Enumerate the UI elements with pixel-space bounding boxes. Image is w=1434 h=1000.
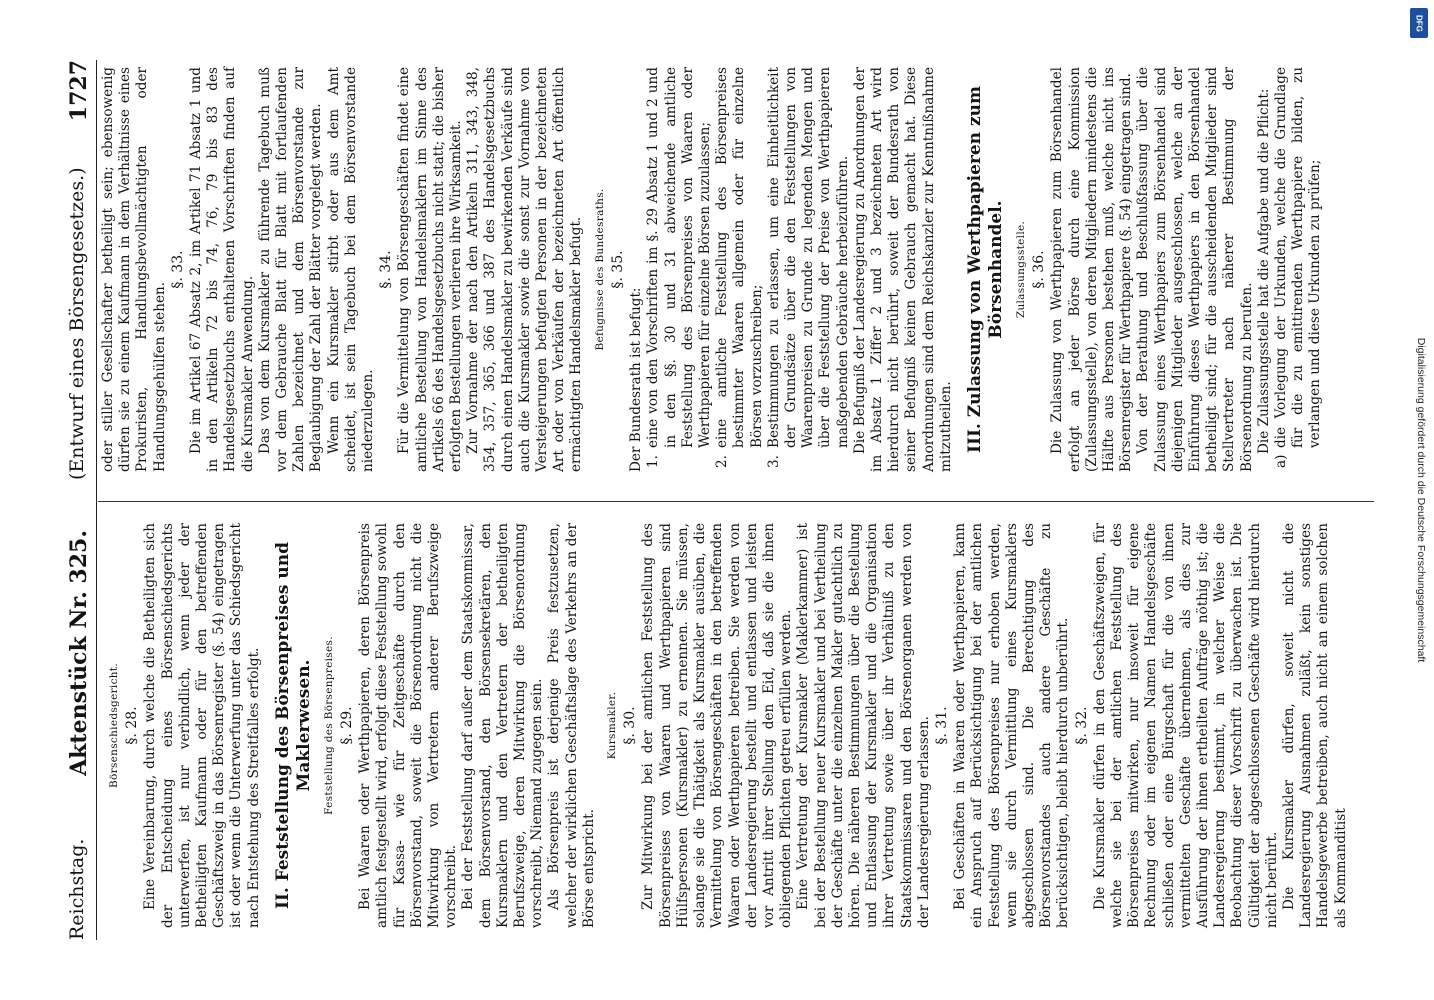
header-reichstag: Reichstag. bbox=[66, 838, 88, 940]
paragraph-33-heading: §. 33. bbox=[169, 250, 186, 289]
paragraph-29-text-a: Bei Waaren oder Werthpapieren, deren Börsenpreis amtlich festgestellt wird, erfolgt diese Feststellung sowohl für Kassa- wie für Zeitgeschäfte durch den Börsenvorstand, soweit die Börsenordnung nicht die Mitwirkung von Vertretern anderer Berufszweige vorschreibt. bbox=[357, 523, 460, 928]
paragraph-36-text-a: Die Zulassung von Werthpapieren zum Börsenhandel erfolgt an jeder Börse durch eine Kommission (Zulassungsstelle), von deren Mitgliedern mindestens die Hälfte aus Personen bestehen muß, welche nicht ins Börsenregister für Werthpapiere (§. 54) eingetragen sind. bbox=[1049, 67, 1135, 472]
paragraph-32-text-a: Die Kursmakler dürfen in den Geschäftszweigen, für welche sie bei der amtlichen Feststellung des Börsenpreises mitwirken, nur insoweit für eigene Rechnung oder im eigenen Namen Handelsgeschäfte schließen oder eine Bürgschaft für die von ihnen vermittelten Geschäfte übernehmen, als dies zur Ausführung der ihnen ertheilten Aufträge nöthig ist; die Landesregierung bestimmt, in welcher Weise die Beobachtung dieser Vorschrift zu überwachen ist. Die Gültigkeit der abgeschlossenen Geschäfte wird hierdurch nicht berührt. bbox=[1091, 523, 1280, 928]
paragraph-28-text: Eine Vereinbarung, durch welche die Betheiligten sich der Entscheidung eines Börsenschiedsgerichts unterwerfen, ist nur verbindlich, wenn jeder der Betheiligten Kaufmann oder für den betreffenden Geschäftszweig in das Börsenregister (§. 54) eingetragen ist oder wenn die Unterwerfung unter das Schiedsgericht nach Entstehung des Streitfalles erfolgt. bbox=[142, 523, 262, 928]
list-marker-2: 2. bbox=[714, 455, 731, 468]
rubric-feststellung: Feststellung des Börsenpreises. bbox=[322, 636, 335, 815]
header-left bbox=[66, 500, 92, 940]
rubric-zulassungsstelle: Zulassungsstelle. bbox=[1014, 220, 1027, 319]
section-ii-heading: II. Feststellung des Börsenpreises und Maklerwesen. bbox=[272, 542, 314, 910]
list-item-a-text: die Vorlegung der Urkunden, welche die Grundlage für die zu emittirenden Werthpapiere bilden, zu verlangen und diese Urkunden zu prüfen; bbox=[1273, 67, 1324, 448]
rubric-schiedsgericht: Börsenschiedsgericht. bbox=[108, 663, 120, 788]
paragraph-29-heading: §. 29. bbox=[339, 706, 356, 745]
paragraph-36-heading: §. 36. bbox=[1031, 250, 1048, 289]
paragraph-35-text-b: Die Befugniß der Landesregierung zu Anordnungen der im Absatz 1 Ziffer 2 und 3 bezeichneten Art wird hierdurch nicht berührt, soweit der Bundesrath von seiner Befugniß keinen Gebrauch gemacht hat. Diese Anordnungen sind dem Reichskanzler zur Kenntnißnahme mitzutheilen. bbox=[851, 67, 954, 472]
paragraph-28-heading: §. 28. bbox=[124, 706, 141, 745]
paragraph-35-heading: §. 35. bbox=[609, 250, 626, 289]
paragraph-34-heading: §. 34. bbox=[378, 250, 395, 289]
column-divider bbox=[98, 501, 1374, 502]
paragraph-31-heading: §. 31. bbox=[933, 706, 950, 745]
paragraph-33-text-b: Das von dem Kursmakler zu führende Tagebuch muß vor dem Gebrauche Blatt für Blatt mit fortlaufenden Zahlen bezeichnet und dem Börsenvorstande zur Beglaubigung der Zahl der Blätter vorgelegt werden. bbox=[256, 67, 325, 472]
continued-text: oder stiller Gesellschafter betheiligt sein; ebensowenig dürfen sie zu einem Kaufmann in dem Verhältnisse eines Prokuristen, Handlungsbevollmächtigten oder Handlungsgehülfen stehen. bbox=[100, 67, 168, 472]
dfg-logo-icon: DFG bbox=[1410, 8, 1428, 38]
header-right bbox=[66, 60, 92, 500]
paragraph-32-text-b: Die Kursmakler dürfen, soweit nicht die Landesregierung Ausnahmen zuläßt, kein sonstiges Handelsgewerbe betreiben, auch nicht an einem solchen als Kommanditist bbox=[1281, 523, 1349, 928]
paragraph-30-heading: §. 30. bbox=[622, 706, 639, 745]
list-item-3 bbox=[766, 67, 852, 472]
list-item-a bbox=[1273, 67, 1325, 472]
paragraph-36-text-c: Die Zulassungsstelle hat die Aufgabe und die Pflicht: bbox=[1255, 88, 1272, 454]
paragraph-30-text-a: Zur Mitwirkung bei der amtlichen Feststellung des Börsenpreises von Waaren und Werthpapieren sind Hülfspersonen (Kursmakler) zu ernennen. Sie müssen, solange sie die Thätigkeit als Kursmakler ausüben, die Vermittelung von Börsengeschäften in den betreffenden Waaren oder Werthpapieren betreiben. Sie werden von der Landesregierung bestellt und entlassen und leisten vor Antritt ihrer Stellung den Eid, daß sie die ihnen obliegenden Pflichten getreu erfüllen werden. bbox=[640, 523, 795, 928]
list-item-1-text: eine von den Vorschriften im §. 29 Absatz 1 und 2 und in den §§. 30 und 31 abweichende amtliche Feststellung des Börsenpreises von Waaren oder Werthpapieren für einzelne Börsen zuzulassen; bbox=[645, 67, 713, 448]
paragraph-36-text-b: Von der Berathung und Beschlußfassung über die Zulassung eines Werthpapiers zum Börsenhandel sind diejenigen Mitglieder ausgeschlossen, welche an der Einführung dieses Werthpapiers in den Börsenhandel betheiligt sind; für die ausscheidenden Mitglieder sind Stellvertreter nach näherer Bestimmung der Börsenordnung zu berufen. bbox=[1135, 67, 1255, 472]
rubric-kursmakler: Kursmakler. bbox=[606, 691, 619, 760]
paragraph-29-text-b: Bei der Feststellung darf außer dem Staatskommissar, dem Börsenvorstand, den Börsensekretären, den Kursmaklern und den Vertretern der betheiligten Berufszweige, deren Mitwirkung die Börsenordnung vorschreibt, Niemand zugegen sein. bbox=[460, 523, 546, 928]
rubric-bundesrath: Befugnisse des Bundesraths. bbox=[593, 188, 606, 351]
digitization-stamp bbox=[1400, 0, 1434, 1000]
page-header bbox=[54, 60, 97, 940]
left-column bbox=[100, 523, 1350, 928]
paragraph-34-text-a: Für die Vermittelung von Börsengeschäften findet eine amtliche Bestellung von Handelsmaklern im Sinne des Artikels 66 des Handelsgesetzbuchs nicht statt; die bisher erfolgten Bestellungen verlieren ihre Wirksamkeit. bbox=[396, 67, 465, 472]
paragraph-29-text-c: Als Börsenpreis ist derjenige Preis festzusetzen, welcher der wirklichen Geschäftslage des Verkehrs an der Börse entspricht. bbox=[546, 523, 597, 928]
paragraph-32-heading: §. 32. bbox=[1073, 706, 1090, 745]
list-marker-3: 3. bbox=[765, 455, 782, 468]
paragraph-33-text-c: Wenn ein Kursmakler stirbt oder aus dem Amt scheidet, ist sein Tagebuch bei dem Börsenvorstande niederzulegen. bbox=[325, 67, 377, 472]
list-item-3-text: Bestimmungen zu erlassen, um eine Einheitlichkeit der Grundsätze über die den Feststellungen von Waarenpreisen zu Grunde zu legenden Mengen und über die Feststellung der Preise von Werthpapieren maßgebenden Gebräuche herbeizuführen. bbox=[765, 67, 851, 448]
list-item-2 bbox=[714, 67, 766, 472]
paragraph-30-text-b: Eine Vertretung der Kursmakler (Maklerkammer) ist bei der Bestellung neuer Kursmakler und bei Vertheilung der Geschäfte unter die einzelnen Makler gutachtlich zu hören. Die näheren Bestimmungen über die Bestellung und Entlassung der Kursmakler und die Organisation ihrer Vertretung sowie über ihr Verhältniß zu den Staatskommissaren und den Börsenorganen werden von der Landesregierung erlassen. bbox=[795, 523, 932, 928]
paragraph-34-text-b: Zur Vornahme der nach den Artikeln 311, 343, 348, 354, 357, 365, 366 und 387 des Handelsgesetzbuchs durch einen Handelsmakler zu bewirkenden Verkäufe sind auch die Kursmakler sowie die sonst zur Vornahme von Versteigerungen befugten Personen in der bezeichneten Art oder von Verkäufen der bezeichneten Art öffentlich ermächtigten Handelsmakler befugt. bbox=[465, 67, 585, 472]
header-title: (Entwurf eines Börsengesetzes.) bbox=[66, 167, 88, 480]
paragraph-31-text: Bei Geschäften in Waaren oder Werthpapieren, kann ein Anspruch auf Berücksichtigung bei der amtlichen Feststellung des Börsenpreises nur erhoben werden, wenn sie durch Vermittlung eines Kursmaklers abgeschlossen sind. Die Berechtigung des Börsenvorstandes auch andere Geschäfte zu berücksichtigen, bleibt hierdurch unberührt. bbox=[952, 523, 1072, 928]
paragraph-33-text-a: Die im Artikel 67 Absatz 2, im Artikel 71 Absatz 1 und in den Artikeln 72 bis 74, 76, 79 bis 83 des Handelsgesetzbuchs enthaltenen Vorschriften finden auf die Kursmakler Anwendung. bbox=[188, 67, 256, 472]
list-marker-1: 1. bbox=[645, 455, 662, 468]
list-item-1 bbox=[645, 67, 714, 472]
stamp-text: Digitalisierung gefördert durch die Deutsche Forschungsgemeinschaft bbox=[1415, 337, 1427, 663]
list-marker-a: a) bbox=[1273, 454, 1289, 468]
paragraph-35-intro: Der Bundesrath ist befugt: bbox=[628, 287, 645, 472]
page-number: 1727 bbox=[66, 60, 92, 122]
header-aktenstueck: Aktenstück Nr. 325. bbox=[66, 530, 92, 776]
section-iii-heading: III. Zulassung von Werthpapieren zum Börsenhandel. bbox=[964, 86, 1006, 453]
list-item-2-text: eine amtliche Feststellung des Börsenpreises bestimmter Waaren allgemein oder für einzelne Börsen vorzuschreiben; bbox=[714, 67, 765, 448]
right-column bbox=[100, 67, 1325, 472]
